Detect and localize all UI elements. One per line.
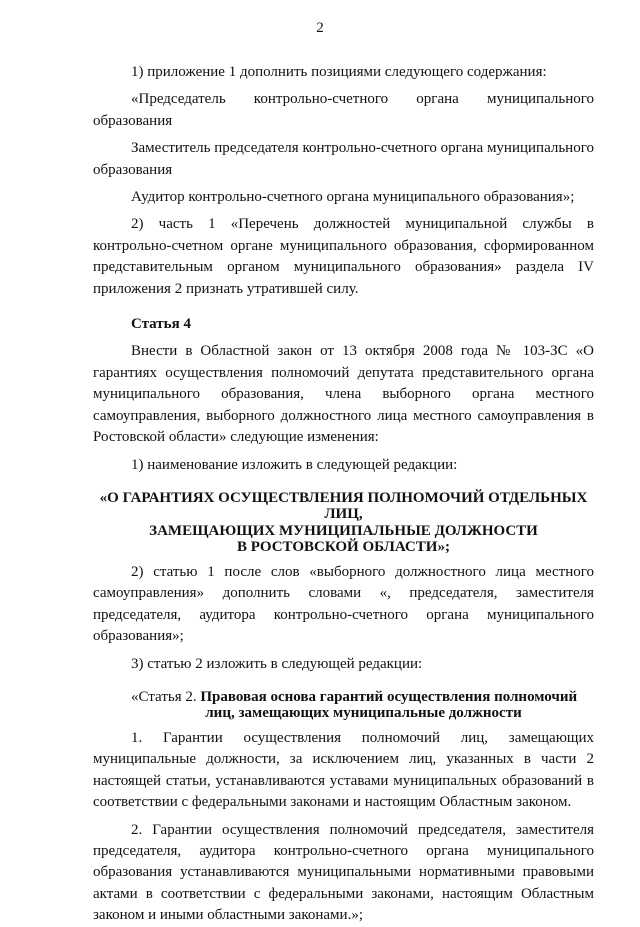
paragraph: 3) статью 2 изложить в следующей редакции:: [131, 655, 423, 672]
paragraph: «Председатель контрольно-счетного органа муниципального образования: [93, 91, 594, 129]
article-heading: Статья 4: [131, 316, 191, 333]
paragraph: Аудитор контрольно-счетного органа муниципального образования»;: [131, 189, 575, 206]
law-title-line: ЗАМЕЩАЮЩИХ МУНИЦИПАЛЬНЫЕ ДОЛЖНОСТИ: [149, 522, 538, 539]
paragraph: 1. Гарантии осуществления полномочий лиц, замещающих муниципальные должности, за исключением лиц, указанных в части 2 настоящей статьи, устанавливаются уставами муниципальных образований в соответствии с федеральными законами и настоящим Областным законом.: [93, 729, 594, 811]
new-article-lead: «Статья 2.: [131, 688, 197, 705]
paragraph: 2) часть 1 «Перечень должностей муниципальной службы в контрольно-счетном органе муниципального образования, сформированном представительным органом муниципального образования» раздела IV приложения 2 признать утратившей силу.: [93, 216, 594, 297]
paragraph: 1) наименование изложить в следующей редакции:: [131, 456, 458, 473]
law-title: [93, 490, 594, 556]
new-article-title: [93, 689, 594, 722]
paragraph: Заместитель председателя контрольно-счетного органа муниципального образования: [93, 140, 594, 178]
new-article-title-line2: лиц, замещающих муниципальные должности: [205, 705, 522, 722]
paragraph: 2) статью 1 после слов «выборного должностного лица местного самоуправления» дополнить словами «, председателя, заместителя председателя, аудитора контрольно-счетного органа муниципального образования»;: [93, 563, 594, 645]
page-number: 2: [316, 20, 324, 36]
document-body: [93, 62, 594, 927]
law-title-line: В РОСТОВСКОЙ ОБЛАСТИ»;: [237, 539, 450, 556]
law-title-line: «О ГАРАНТИЯХ ОСУЩЕСТВЛЕНИЯ ПОЛНОМОЧИЙ ОТДЕЛЬНЫХ ЛИЦ,: [99, 489, 588, 523]
new-article-title-line1: Правовая основа гарантий осуществления полномочий: [200, 688, 578, 705]
paragraph: 2. Гарантии осуществления полномочий председателя, заместителя председателя, аудитора контрольно-счетного органа муниципального образования устанавливаются муниципальными нормативными правовыми актами в соответствии с федеральными законами, настоящим Областным законом и иными областными законами.»;: [93, 821, 594, 924]
paragraph: 1) приложение 1 дополнить позициями следующего содержания:: [131, 64, 547, 80]
paragraph: Внести в Областной закон от 13 октября 2008 года № 103-ЗС «О гарантиях осуществления полномочий депутата представительного органа муниципального образования, члена выборного органа местного самоуправления, выборного должностного лица местного самоуправления в Ростовской области» следующие изменения:: [93, 343, 594, 446]
